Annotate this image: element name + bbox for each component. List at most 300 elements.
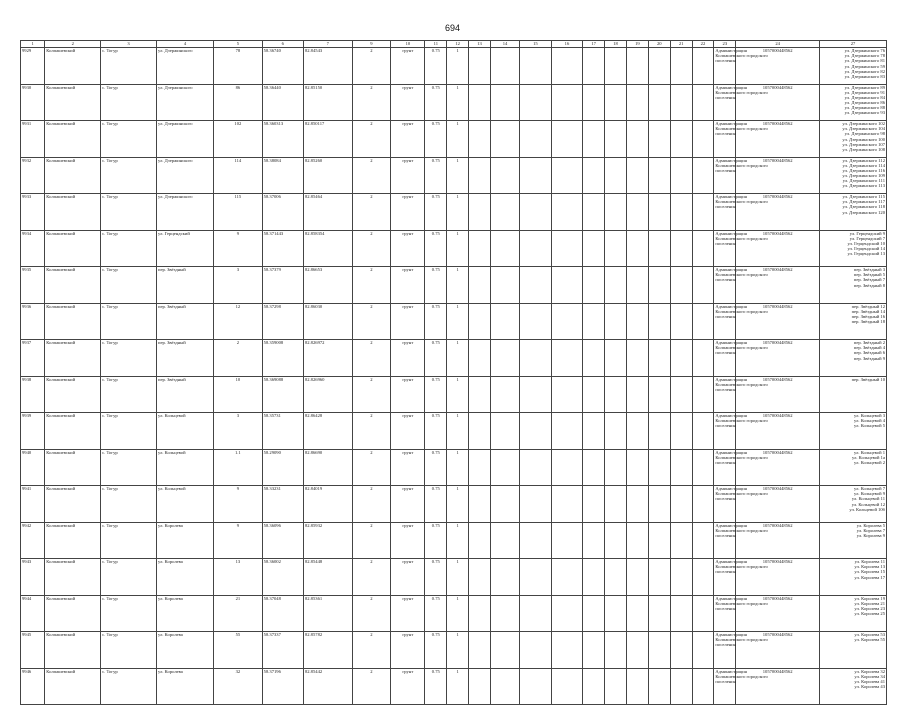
- cell-c16: [551, 267, 583, 304]
- owner-line: Администрация: [715, 668, 747, 674]
- cell-c5: 12: [214, 303, 263, 340]
- cell-c5: 13: [214, 559, 263, 596]
- cell-c10: грунт: [391, 486, 425, 523]
- cell-c22: [692, 303, 714, 340]
- cell-c17: [583, 449, 605, 486]
- cell-c14: [490, 668, 519, 705]
- address-line: ул. Герцендский 14: [847, 246, 885, 252]
- cell-c11: 0.75: [425, 230, 447, 267]
- cell-c6: 58.37298: [262, 303, 303, 340]
- column-number: 16: [551, 41, 583, 48]
- cell-c12: 1: [447, 449, 469, 486]
- cell-c23: [714, 230, 768, 267]
- address-line: ул. Королева 25: [854, 611, 885, 617]
- address-line: ул. Кольцевой 1а: [851, 454, 885, 460]
- cell-c3: с. Тогур: [101, 157, 157, 194]
- cell-c6: 58.36002: [262, 559, 303, 596]
- column-number: 23: [714, 41, 736, 48]
- cell-c10: грунт: [391, 84, 425, 121]
- cell-c23: [714, 595, 768, 632]
- address-line: ул. Дзержинского 82: [844, 68, 885, 74]
- cell-c12: 1: [447, 413, 469, 450]
- address-line: пер. Звёздный 12: [851, 303, 885, 309]
- cell-c13: [469, 632, 491, 669]
- cell-c23: [714, 486, 768, 523]
- cell-c17: [583, 230, 605, 267]
- cell-c27: [820, 84, 887, 121]
- cell-c1: 9939: [21, 413, 45, 450]
- cell-c18: [605, 121, 627, 158]
- cell-c10: грунт: [391, 559, 425, 596]
- cell-c15: [520, 413, 552, 450]
- cell-c12: 1: [447, 486, 469, 523]
- cell-c24: 1057000448562: [736, 522, 820, 559]
- cell-c14: [490, 486, 519, 523]
- cell-c22: [692, 48, 714, 85]
- cell-c7: 82.86653: [303, 267, 352, 304]
- cell-c18: [605, 595, 627, 632]
- column-number: 24: [736, 41, 820, 48]
- cell-c6: 58.37337: [262, 632, 303, 669]
- cell-c5: 115: [214, 194, 263, 231]
- address-line: ул. Кольцевой 11: [851, 496, 885, 502]
- owner-line: Администрация: [715, 230, 747, 236]
- cell-c4: пер. Звёздный: [157, 376, 214, 413]
- address-line: ул. Дзержинского 114: [842, 162, 885, 168]
- cell-c27: [820, 340, 887, 377]
- cell-c14: [490, 522, 519, 559]
- cell-c19: [626, 595, 648, 632]
- owner-line: Колпашевского городского: [715, 126, 768, 132]
- address-line: ул. Дзержинского 102: [842, 121, 885, 126]
- cell-c20: [648, 340, 670, 377]
- cell-c15: [520, 632, 552, 669]
- owner-line: поселения: [715, 642, 736, 648]
- cell-c1: 9943: [21, 559, 45, 596]
- cell-c16: [551, 157, 583, 194]
- cell-c24: 1057000448562: [736, 267, 820, 304]
- cell-c3: с. Тогур: [101, 230, 157, 267]
- owner-line: поселения: [715, 496, 736, 502]
- cell-c1: 9938: [21, 376, 45, 413]
- cell-c17: [583, 48, 605, 85]
- address-line: ул. Кольцевой 7: [854, 486, 885, 491]
- cell-c27: [820, 486, 887, 523]
- address-line: ул. Королева 41: [854, 678, 885, 684]
- owner-line: Администрация: [715, 413, 747, 418]
- address-line: ул. Кольцевой 5: [854, 423, 885, 429]
- cell-c17: [583, 668, 605, 705]
- address-line: ул. Дзержинского 98: [844, 131, 885, 137]
- cell-c20: [648, 486, 670, 523]
- cell-c21: [670, 486, 692, 523]
- cell-c22: [692, 376, 714, 413]
- column-number: 4: [157, 41, 214, 48]
- cell-c2: Колпашевский: [45, 303, 101, 340]
- column-number: 19: [626, 41, 648, 48]
- address-line: ул. Дзержинского 100: [842, 136, 885, 142]
- address-line: ул. Кольцевой 4: [854, 418, 885, 424]
- owner-line: поселения: [715, 58, 736, 64]
- cell-c19: [626, 230, 648, 267]
- cell-c7: 82.85932: [303, 522, 352, 559]
- cell-c6: 58.29090: [262, 449, 303, 486]
- cell-c4: ул. Дзержинского: [157, 84, 214, 121]
- owner-line: Администрация: [715, 559, 747, 564]
- cell-c7: 82.85464: [303, 194, 352, 231]
- address-line: ул. Герцендский 7: [849, 235, 885, 241]
- cell-c14: [490, 340, 519, 377]
- cell-c6: 58.37048: [262, 595, 303, 632]
- cell-c19: [626, 559, 648, 596]
- cell-c4: ул. Дзержинского: [157, 48, 214, 85]
- cell-c3: с. Тогур: [101, 267, 157, 304]
- address-line: пер. Звёздный 5: [853, 272, 885, 278]
- cell-c27: [820, 522, 887, 559]
- cell-c4: пер. Звёздный: [157, 267, 214, 304]
- cell-c12: 1: [447, 340, 469, 377]
- owner-line: Администрация: [715, 121, 747, 126]
- cell-c11: 0.75: [425, 376, 447, 413]
- cell-c3: с. Тогур: [101, 522, 157, 559]
- cell-c15: [520, 486, 552, 523]
- cell-c12: 1: [447, 194, 469, 231]
- cell-c10: грунт: [391, 157, 425, 194]
- column-number: 17: [583, 41, 605, 48]
- cell-c14: [490, 157, 519, 194]
- cell-c9: 2: [352, 632, 391, 669]
- cell-c12: 1: [447, 230, 469, 267]
- cell-c3: с. Тогур: [101, 303, 157, 340]
- cell-c13: [469, 559, 491, 596]
- column-number: 10: [391, 41, 425, 48]
- address-line: ул. Дзержинского 86: [844, 100, 885, 106]
- cell-c13: [469, 486, 491, 523]
- cell-c20: [648, 48, 670, 85]
- cell-c6: 58.360313: [262, 121, 303, 158]
- cell-c2: Колпашевский: [45, 340, 101, 377]
- cell-c9: 2: [352, 194, 391, 231]
- cell-c13: [469, 157, 491, 194]
- cell-c22: [692, 595, 714, 632]
- cell-c6: 58.369088: [262, 376, 303, 413]
- cell-c3: с. Тогур: [101, 449, 157, 486]
- cell-c10: грунт: [391, 340, 425, 377]
- cell-c22: [692, 668, 714, 705]
- cell-c14: [490, 449, 519, 486]
- cell-c17: [583, 559, 605, 596]
- cell-c23: [714, 267, 768, 304]
- cell-c3: с. Тогур: [101, 194, 157, 231]
- address-line: пер. Звёздный 4: [853, 345, 885, 351]
- cell-c16: [551, 84, 583, 121]
- cell-c17: [583, 340, 605, 377]
- address-line: ул. Дзержинского 115: [842, 194, 885, 199]
- cell-c27: [820, 157, 887, 194]
- owner-line: Колпашевского городского: [715, 527, 768, 533]
- cell-c27: [820, 121, 887, 158]
- cell-c4: ул. Дзержинского: [157, 157, 214, 194]
- table-row: [21, 84, 887, 121]
- cell-c5: 78: [214, 48, 263, 85]
- address-line: ул. Герцендский 9: [849, 230, 885, 236]
- owner-line: поселения: [715, 459, 736, 465]
- address-line: ул. Королева 23: [854, 605, 885, 611]
- cell-c3: с. Тогур: [101, 595, 157, 632]
- cell-c5: 9: [214, 230, 263, 267]
- cell-c11: 0.75: [425, 486, 447, 523]
- address-line: ул. Дзержинского 112: [842, 157, 885, 163]
- cell-c5: 2: [214, 340, 263, 377]
- owner-line: Администрация: [715, 157, 747, 163]
- cell-c4: ул. Герцендский: [157, 230, 214, 267]
- cell-c11: 0.75: [425, 668, 447, 705]
- cell-c12: 1: [447, 632, 469, 669]
- owner-line: Администрация: [715, 84, 747, 90]
- cell-c1: 9945: [21, 632, 45, 669]
- cell-c14: [490, 194, 519, 231]
- cell-c10: грунт: [391, 230, 425, 267]
- cell-c15: [520, 376, 552, 413]
- cell-c5: 3: [214, 413, 263, 450]
- owner-line: Колпашевского городского: [715, 162, 768, 168]
- cell-c20: [648, 267, 670, 304]
- column-number: 1: [21, 41, 45, 48]
- owner-line: поселения: [715, 569, 736, 575]
- cell-c15: [520, 522, 552, 559]
- page-number: 694: [444, 23, 461, 33]
- cell-c12: 1: [447, 267, 469, 304]
- cell-c9: 2: [352, 486, 391, 523]
- cell-c5: 3: [214, 267, 263, 304]
- column-number: 11: [425, 41, 447, 48]
- cell-c10: грунт: [391, 449, 425, 486]
- cell-c20: [648, 668, 670, 705]
- cell-c14: [490, 303, 519, 340]
- owner-line: Колпашевского городского: [715, 53, 768, 59]
- cell-c13: [469, 522, 491, 559]
- table-row: [21, 267, 887, 304]
- cell-c6: 58.37196: [262, 668, 303, 705]
- cell-c20: [648, 632, 670, 669]
- cell-c5: 114: [214, 157, 263, 194]
- cell-c5: 21: [214, 595, 263, 632]
- table-row: [21, 376, 887, 413]
- column-number: 14: [490, 41, 519, 48]
- cell-c21: [670, 48, 692, 85]
- cell-c23: [714, 632, 768, 669]
- cell-c4: ул. Королева: [157, 632, 214, 669]
- cell-c18: [605, 340, 627, 377]
- address-line: пер. Звёздный 7: [853, 277, 885, 283]
- table-row: [21, 559, 887, 596]
- cell-c20: [648, 559, 670, 596]
- owner-line: Колпашевского городского: [715, 199, 768, 205]
- cell-c16: [551, 376, 583, 413]
- cell-c21: [670, 194, 692, 231]
- cell-c11: 0.75: [425, 267, 447, 304]
- cell-c2: Колпашевский: [45, 559, 101, 596]
- cell-c21: [670, 632, 692, 669]
- address-line: ул. Кольцевой 1: [854, 449, 885, 455]
- owner-line: поселения: [715, 423, 736, 429]
- cell-c1: 9934: [21, 230, 45, 267]
- cell-c23: [714, 376, 768, 413]
- address-line: ул. Дзержинского 109: [842, 173, 885, 179]
- address-line: ул. Герцендский 10: [847, 240, 885, 246]
- cell-c11: 0.75: [425, 559, 447, 596]
- cell-c12: 1: [447, 121, 469, 158]
- cell-c9: 2: [352, 522, 391, 559]
- cell-c27: [820, 559, 887, 596]
- cell-c16: [551, 522, 583, 559]
- cell-c22: [692, 486, 714, 523]
- address-line: ул. Королева 11: [854, 559, 885, 564]
- cell-c23: [714, 157, 768, 194]
- cell-c27: [820, 267, 887, 304]
- cell-c5: 9: [214, 522, 263, 559]
- cell-c27: [820, 230, 887, 267]
- cell-c16: [551, 413, 583, 450]
- cell-c6: 58.36440: [262, 84, 303, 121]
- cell-c7: 82.826960: [303, 376, 352, 413]
- column-number: 12: [447, 41, 469, 48]
- address-line: ул. Дзержинского 118: [842, 204, 885, 210]
- cell-c13: [469, 230, 491, 267]
- cell-c14: [490, 267, 519, 304]
- cell-c5: 32: [214, 668, 263, 705]
- cell-c1: 9933: [21, 194, 45, 231]
- cell-c24: 1057000448562: [736, 486, 820, 523]
- cell-c22: [692, 449, 714, 486]
- cell-c18: [605, 376, 627, 413]
- address-line: пер. Звёздный 18: [851, 319, 885, 325]
- cell-c9: 2: [352, 303, 391, 340]
- cell-c13: [469, 48, 491, 85]
- cell-c13: [469, 267, 491, 304]
- cell-c17: [583, 486, 605, 523]
- table-row: [21, 632, 887, 669]
- cell-c16: [551, 340, 583, 377]
- cell-c6: 58.33231: [262, 486, 303, 523]
- column-number: 20: [648, 41, 670, 48]
- cell-c20: [648, 376, 670, 413]
- cell-c4: ул. Кольцевой: [157, 413, 214, 450]
- owner-line: поселения: [715, 240, 736, 246]
- address-line: ул. Дзержинского 89: [844, 84, 885, 90]
- cell-c27: [820, 632, 887, 669]
- owner-line: Колпашевского городского: [715, 491, 768, 497]
- cell-c10: грунт: [391, 632, 425, 669]
- cell-c13: [469, 84, 491, 121]
- cell-c4: ул. Кольцевой: [157, 449, 214, 486]
- cell-c20: [648, 522, 670, 559]
- cell-c14: [490, 84, 519, 121]
- cell-c15: [520, 194, 552, 231]
- cell-c20: [648, 595, 670, 632]
- cell-c15: [520, 230, 552, 267]
- cell-c9: 2: [352, 121, 391, 158]
- cell-c11: 0.75: [425, 449, 447, 486]
- cell-c15: [520, 267, 552, 304]
- address-line: пер. Звёздный 8: [853, 282, 885, 288]
- owner-line: Администрация: [715, 48, 747, 53]
- address-line: ул. Кольцевой 2: [854, 459, 885, 465]
- cell-c7: 82.85782: [303, 632, 352, 669]
- cell-c21: [670, 559, 692, 596]
- cell-c11: 0.75: [425, 595, 447, 632]
- address-line: ул. Дзержинского 91: [844, 89, 885, 95]
- table-row: [21, 121, 887, 158]
- cell-c11: 0.75: [425, 303, 447, 340]
- cell-c18: [605, 194, 627, 231]
- cell-c22: [692, 559, 714, 596]
- cell-c19: [626, 632, 648, 669]
- cell-c10: грунт: [391, 595, 425, 632]
- address-line: ул. Дзержинского 117: [842, 199, 885, 205]
- cell-c2: Колпашевский: [45, 449, 101, 486]
- address-line: пер. Звёздный 14: [851, 308, 885, 314]
- owner-line: Администрация: [715, 376, 747, 382]
- cell-c3: с. Тогур: [101, 632, 157, 669]
- cell-c15: [520, 449, 552, 486]
- cell-c16: [551, 668, 583, 705]
- cell-c1: 9932: [21, 157, 45, 194]
- cell-c22: [692, 632, 714, 669]
- cell-c15: [520, 121, 552, 158]
- cell-c17: [583, 413, 605, 450]
- table-row: [21, 194, 887, 231]
- cell-c14: [490, 632, 519, 669]
- cell-c15: [520, 157, 552, 194]
- table-row: [21, 340, 887, 377]
- column-number: 27: [820, 41, 887, 48]
- cell-c7: 82.85150: [303, 84, 352, 121]
- cell-c5: 9: [214, 486, 263, 523]
- cell-c24: 1057000448562: [736, 230, 820, 267]
- address-line: ул. Дзержинского 113: [842, 183, 885, 189]
- cell-c23: [714, 340, 768, 377]
- owner-line: Администрация: [715, 449, 747, 455]
- cell-c6: 58.37006: [262, 194, 303, 231]
- cell-c27: [820, 668, 887, 705]
- address-line: ул. Королева 17: [854, 574, 885, 580]
- cell-c18: [605, 559, 627, 596]
- cell-c24: 1057000448562: [736, 84, 820, 121]
- cell-c24: 1057000448562: [736, 157, 820, 194]
- owner-line: Администрация: [715, 303, 747, 309]
- owner-line: Колпашевского городского: [715, 235, 768, 241]
- cell-c12: 1: [447, 559, 469, 596]
- cell-c4: ул. Королева: [157, 668, 214, 705]
- owner-line: Колпашевского городского: [715, 564, 768, 570]
- cell-c19: [626, 449, 648, 486]
- cell-c7: 82.86690: [303, 449, 352, 486]
- cell-c1: 9935: [21, 267, 45, 304]
- owner-line: Колпашевского городского: [715, 345, 768, 351]
- owner-line: поселения: [715, 678, 736, 684]
- address-line: ул. Кольцевой 3: [854, 413, 885, 418]
- address-line: ул. Королева 15: [854, 569, 885, 575]
- cell-c13: [469, 121, 491, 158]
- owner-line: Администрация: [715, 522, 747, 528]
- owner-line: Колпашевского городского: [715, 308, 768, 314]
- cell-c21: [670, 340, 692, 377]
- cell-c13: [469, 413, 491, 450]
- address-line: ул. Королева 9: [856, 532, 885, 538]
- address-line: ул. Королева 34: [854, 673, 885, 679]
- cell-c18: [605, 267, 627, 304]
